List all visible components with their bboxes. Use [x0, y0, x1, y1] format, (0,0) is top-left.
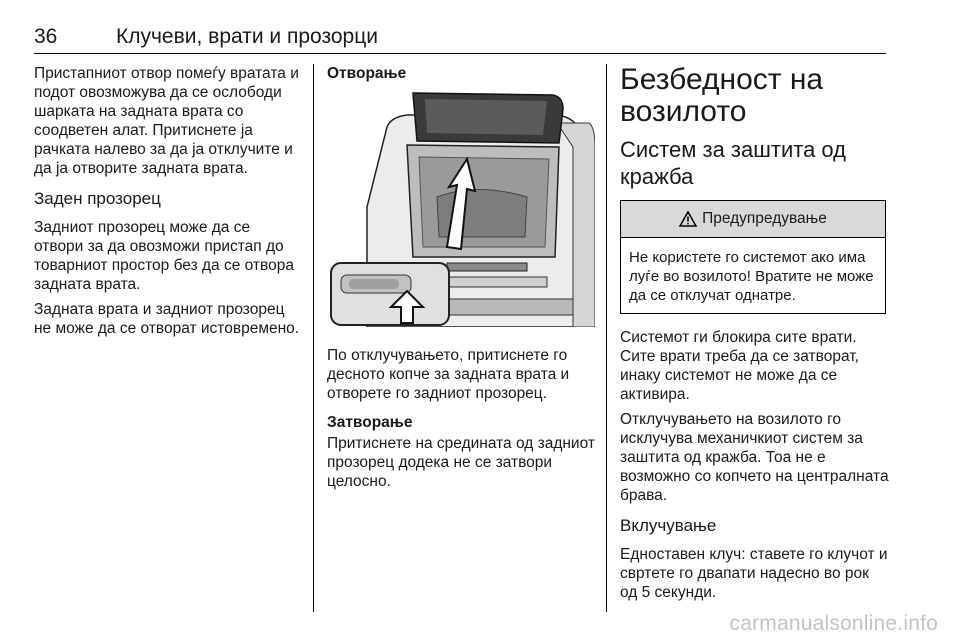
rear-window-note: Задната врата и задниот прозорец не може да се отворат истовремено.: [34, 301, 300, 337]
subsection-title: Систем за заштита од кражба: [620, 137, 847, 189]
warning-triangle-icon: [679, 211, 697, 227]
section-title: Безбедност на возилото: [620, 63, 824, 128]
header-rule: [34, 53, 886, 54]
column-left: [34, 64, 302, 344]
activation-heading: Вклучување: [620, 516, 717, 535]
activation-paragraph: Едноставен клуч: ставете го клучот и свртете го двапати надесно во рок од 5 секунди.: [620, 546, 888, 601]
anti-theft-paragraph-2: Отклучувањето на возилото го исклучува механичкиот систем за заштита од кражба. Тоа не е возможно со копчето на централната брава.: [620, 411, 889, 504]
anti-theft-paragraph-1: Системот ги блокира сите врати. Сите врати треба да се затворат, инаку системот не може да се активира.: [620, 329, 859, 403]
page-number: 36: [34, 25, 58, 48]
closing-heading: Затворање: [327, 414, 413, 431]
column-divider-1: [313, 64, 314, 612]
warning-text: Не користете го системот ако има луѓе во возилото! Вратите не може да се отклучат однатре.: [629, 249, 874, 304]
opening-paragraph: По отклучувањето, притиснете го десното копче за задната врата и отворете го задниот прозорец.: [327, 347, 570, 402]
rear-window-illustration: [327, 87, 595, 327]
access-opening-paragraph: Пристапниот отвор помеѓу вратата и подот овозможува да се ослободи шарката на задната врата со соодветен алат. Притиснете ја рачката налево за да ја отклучите и да ја отворите задната врата.: [34, 65, 299, 177]
opening-heading: Отворање: [327, 65, 407, 82]
warning-title: Предупредување: [702, 210, 827, 227]
page-title: Клучеви, врати и прозорци: [116, 25, 378, 48]
rear-window-heading: Заден прозорец: [34, 189, 161, 208]
warning-box: [620, 200, 886, 314]
warning-header: [621, 201, 885, 238]
column-right: [620, 64, 890, 608]
closing-paragraph: Притиснете на средината од задниот прозорец додека не се затвори целосно.: [327, 435, 595, 490]
column-divider-2: [606, 64, 607, 612]
page-header: [34, 24, 886, 52]
watermark: carmanualsonline.info: [729, 612, 938, 635]
rear-window-paragraph: Задниот прозорец може да се отвори за да овозможи пристап до товарниот простор без да се отвора задната врата.: [34, 219, 294, 293]
column-middle: [327, 64, 595, 497]
